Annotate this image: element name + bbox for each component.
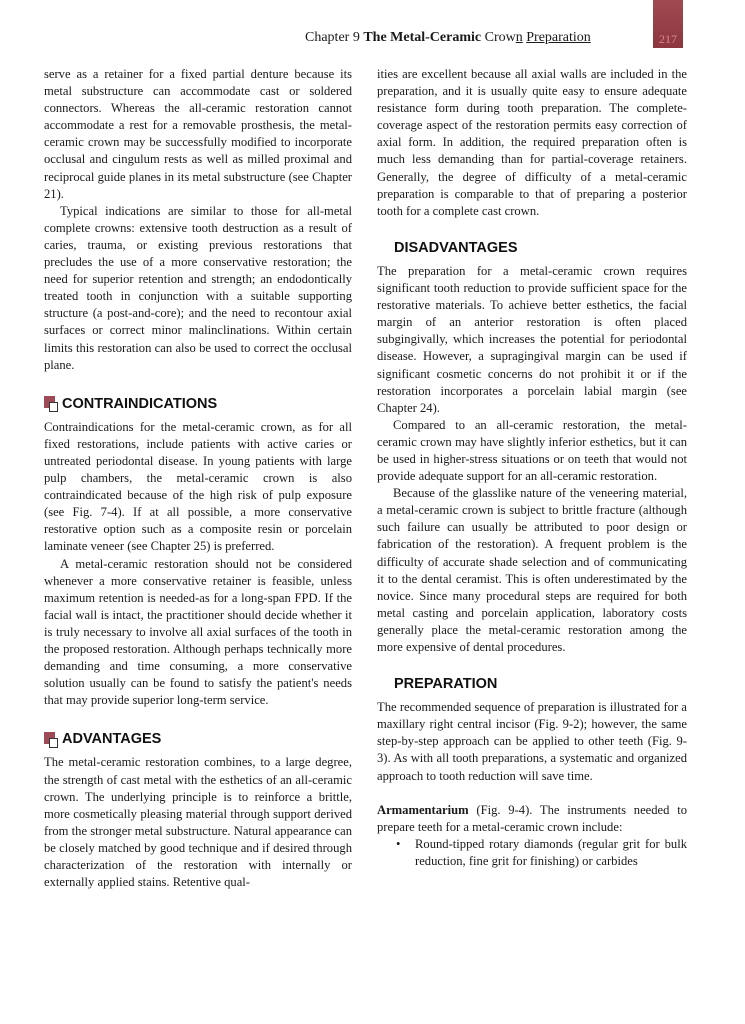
section-marker-icon — [44, 732, 58, 748]
paragraph-intro: serve as a retainer for a fixed partial denture because its metal substructure can accommodate cast or soldered connectors. Whereas the all-ceramic restoration cannot accommodate a rest for a removable prosthesis, the metal-ceramic crown may be successfully modified to incorporate occlusal and cingulum rests as well as milled proximal and reciprocal guide planes in its metal substructure (see Chapter 21). — [44, 67, 352, 201]
chapter-title-crown: Crow — [484, 30, 516, 45]
page-number: 217 — [659, 32, 677, 46]
page-header — [305, 30, 591, 46]
bullet-icon: • — [396, 836, 401, 851]
armamentarium-label: Armamentarium — [377, 802, 469, 817]
heading-contraindications — [44, 396, 352, 413]
left-column — [44, 66, 352, 891]
heading-disadvantages-text: DISADVANTAGES — [394, 239, 518, 256]
paragraph-contraindications-1: Contraindications for the metal-ceramic crown, as for all fixed restorations, include patients with active caries or untreated periodontal disease. In young patients with large pulp chambers, the metal-ceramic crown is also contraindicated because of the high risk of pulp exposure (see Fig. 7-4). If at all possible, a more conservative restorative option such as a composite resin or porcelain laminate veneer (see Chapter 25) is preferred. — [44, 419, 352, 554]
right-column — [377, 66, 687, 870]
instrument-list — [377, 836, 687, 870]
paragraph-disadvantages-2: Compared to an all-ceramic restoration, the metal-ceramic crown may have slightly inferior esthetics, but it can be used in higher-stress situations or on teeth that would not provide adequate support for an all-ceramic restoration. — [377, 417, 687, 484]
paragraph-armamentarium — [377, 802, 687, 836]
page-number-tab — [653, 0, 683, 48]
paragraph-advantages: The metal-ceramic restoration combines, to a large degree, the strength of cast metal with the esthetics of an all-ceramic crown. The underlying principle is to reinforce a brittle, more cosmetically pleasing material through support derived from the stronger metal substructure. Natural appearance can be closely matched by good technique and if desired through characterization of the restoration with internally or externally applied stains. Retentive qual- — [44, 755, 352, 890]
heading-contraindications-text: CONTRAINDICATIONS — [62, 395, 218, 412]
chapter-label: Chapter 9 — [305, 30, 360, 45]
heading-advantages-text: ADVANTAGES — [62, 731, 162, 748]
paragraph-contraindications-2: A metal-ceramic restoration should not be considered whenever a more conservative retainer is feasible, unless maximum retention is needed-as for a long-span FPD. If the facial wall is intact, the practitioner should decide whether it is truly necessary to involve all axial surfaces of the tooth in the proposed restoration. Although perhaps technically more demanding and time consuming, a more conservative solution usually can be found to satisfy the patient's needs that may provide superior long-term service. — [44, 556, 352, 708]
list-item — [377, 836, 687, 870]
chapter-title: The Metal-Ceramic — [363, 30, 482, 45]
heading-disadvantages — [377, 240, 687, 257]
paragraph-disadvantages-1: The preparation for a metal-ceramic crown requires significant tooth reduction to provide sufficient space for the restorative materials. To achieve better esthetics, the facial margin of an anterior restoration is often placed subgingivally, which increases the potential for periodontal disease. However, a supragingival margin can be used if significant cosmetic concerns do not prohibit it or if the restoration incorporates a porcelain labial margin (see Chapter 24). — [377, 263, 687, 415]
paragraph-advantages-continued: ities are excellent because all axial walls are included in the preparation, and it is usually quite easy to ensure adequate resistance form during tooth preparation. The complete-coverage aspect of the restoration permits easy correction of axial form. In addition, the required preparation often is much less demanding than for partial-coverage retainers. Generally, the degree of difficulty of a metal-ceramic preparation is comparable to that of preparing a posterior tooth for a complete cast crown. — [377, 67, 687, 218]
list-item-text: Round-tipped rotary diamonds (regular grit for bulk reduction, fine grit for finishing) or carbides — [415, 836, 687, 868]
heading-preparation — [377, 676, 687, 693]
paragraph-disadvantages-3: Because of the glasslike nature of the veneering material, a metal-ceramic crown is subject to brittle fracture (although such failure can usually be attributed to poor design or fabrication of the restoration). A frequent problem is the difficulty of accurate shade selection and of communicating it to the dental ceramist. This is often underestimated by the novice. Since many procedural steps are required for both metal casting and porcelain application, laboratory costs generally place the metal-ceramic restoration among the more expensive of dental procedures. — [377, 486, 687, 654]
heading-advantages — [44, 731, 352, 748]
chapter-title-crown-n: n — [515, 30, 523, 45]
heading-preparation-text: PREPARATION — [394, 676, 498, 693]
paragraph-preparation: The recommended sequence of preparation is illustrated for a maxillary right central incisor (Fig. 9-2); however, the same step-by-step approach can be applied to other teeth (Fig. 9-3). As with all tooth preparations, a systematic and organized approach to tooth reduction will save time. — [377, 700, 687, 783]
paragraph-indications: Typical indications are similar to those for all-metal complete crowns: extensive tooth destruction as a result of caries, trauma, or existing previous restorations that precludes the use of a more conservative restoration; the need for superior retention and strength; an endodontically treated tooth in conjunction with a suitable supporting structure (a post-and-core); and the need to recontour axial surfaces or correct minor malinclinations. Within certain limits this restoration can also be used to correct the occlusal plane. — [44, 203, 352, 372]
section-marker-icon — [44, 396, 58, 412]
armamentarium-text: (Fig. 9-4). The instruments needed to prepare teeth for a metal-ceramic crown include: — [377, 802, 687, 834]
chapter-title-preparation: Preparation — [526, 30, 591, 45]
